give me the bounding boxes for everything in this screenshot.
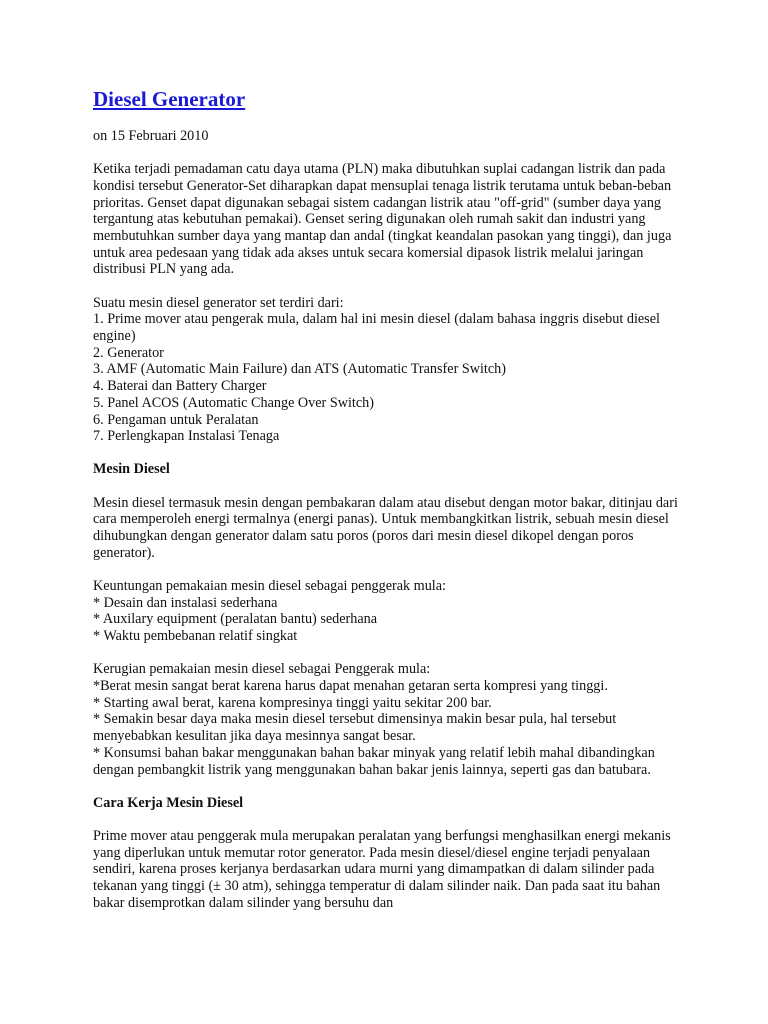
document-page [93, 84, 689, 928]
components-list [93, 295, 689, 445]
list-item: 1. Prime mover atau pengerak mula, dalam hal ini mesin diesel (dalam bahasa inggris disebut diesel engine) [93, 311, 660, 345]
list-item: 2. Generator [93, 344, 164, 361]
article-title [93, 84, 689, 114]
keuntungan-heading: Keuntungan pemakaian mesin diesel sebagai penggerak mula: [93, 577, 446, 594]
list-item: * Semakin besar daya maka mesin diesel tersebut dimensinya makin besar pula, hal tersebut menyebabkan kesulitan jika daya mesinnya sangat besar. [93, 711, 617, 745]
article-date: on 15 Februari 2010 [93, 128, 209, 144]
article-title-link[interactable]: Diesel Generator [93, 87, 246, 111]
list-item: * Starting awal berat, karena kompresinya tinggi yaitu sekitar 200 bar. [93, 694, 492, 711]
list-item: 7. Perlengkapan Instalasi Tenaga [93, 428, 280, 445]
list-item: 6. Pengaman untuk Peralatan [93, 411, 259, 428]
list-item: * Konsumsi bahan bakar menggunakan bahan bakar minyak yang relatif lebih mahal dibandingkan dengan pembangkit listrik yang menggunakan bahan bakar jenis lainnya, seperti gas dan batubara. [93, 744, 655, 778]
mesin-diesel-paragraph: Mesin diesel termasuk mesin dengan pembakaran dalam atau disebut dengan motor bakar, ditinjau dari cara memperoleh energi termalnya (energi panas). Untuk membangkitkan listrik, sebuah mesin diesel dihubungkan dengan generator dalam satu poros (poros dari mesin diesel dikopel dengan poros generator). [93, 494, 678, 561]
list-item: *Berat mesin sangat berat karena harus dapat menahan getaran serta kompresi yang tinggi. [93, 677, 608, 694]
list-item: 3. AMF (Automatic Main Failure) dan ATS (Automatic Transfer Switch) [93, 361, 506, 378]
list-item: * Auxilary equipment (peralatan bantu) sederhana [93, 611, 378, 628]
list-item: * Desain dan instalasi sederhana [93, 594, 278, 611]
list-item: * Waktu pembebanan relatif singkat [93, 628, 298, 645]
list-item: 5. Panel ACOS (Automatic Change Over Switch) [93, 394, 374, 411]
intro-paragraph: Ketika terjadi pemadaman catu daya utama (PLN) maka dibutuhkan suplai cadangan listrik dan pada kondisi tersebut Generator-Set diharapkan dapat mensuplai tenaga listrik terutama untuk beban-beban prioritas. Genset dapat digunakan sebagai sistem cadangan listrik atau "off-grid" (sumber daya yang tergantung atas kebutuhan pemakai). Genset sering digunakan oleh rumah sakit dan industri yang membutuhkan sumber daya yang mantap dan andal (tingkat keandalan pasokan yang tinggi), dan juga untuk area pedesaan yang tidak ada akses untuk secara komersial dipasok listrik melalui jaringan distribusi PLN yang ada. [93, 161, 672, 278]
list-item: 4. Baterai dan Battery Charger [93, 378, 267, 395]
cara-kerja-paragraph: Prime mover atau penggerak mula merupakan peralatan yang berfungsi menghasilkan energi mekanis yang diperlukan untuk memutar rotor generator. Pada mesin diesel/diesel engine terjadi penyalaan sendiri, karena proses kerjanya berdasarkan udara murni yang dimampatkan di dalam silinder pada tekanan yang tinggi (± 30 atm), sehingga temperatur di dalam silinder naik. Dan pada saat itu bahan bakar disemprotkan dalam silinder yang bersuhu dan [93, 827, 671, 911]
components-heading: Suatu mesin diesel generator set terdiri dari: [93, 294, 344, 311]
keuntungan-list [93, 578, 689, 645]
kerugian-list [93, 661, 689, 778]
section-heading-cara-kerja: Cara Kerja Mesin Diesel [93, 794, 244, 811]
kerugian-heading: Kerugian pemakaian mesin diesel sebagai Penggerak mula: [93, 661, 431, 678]
section-heading-mesin-diesel: Mesin Diesel [93, 461, 170, 478]
